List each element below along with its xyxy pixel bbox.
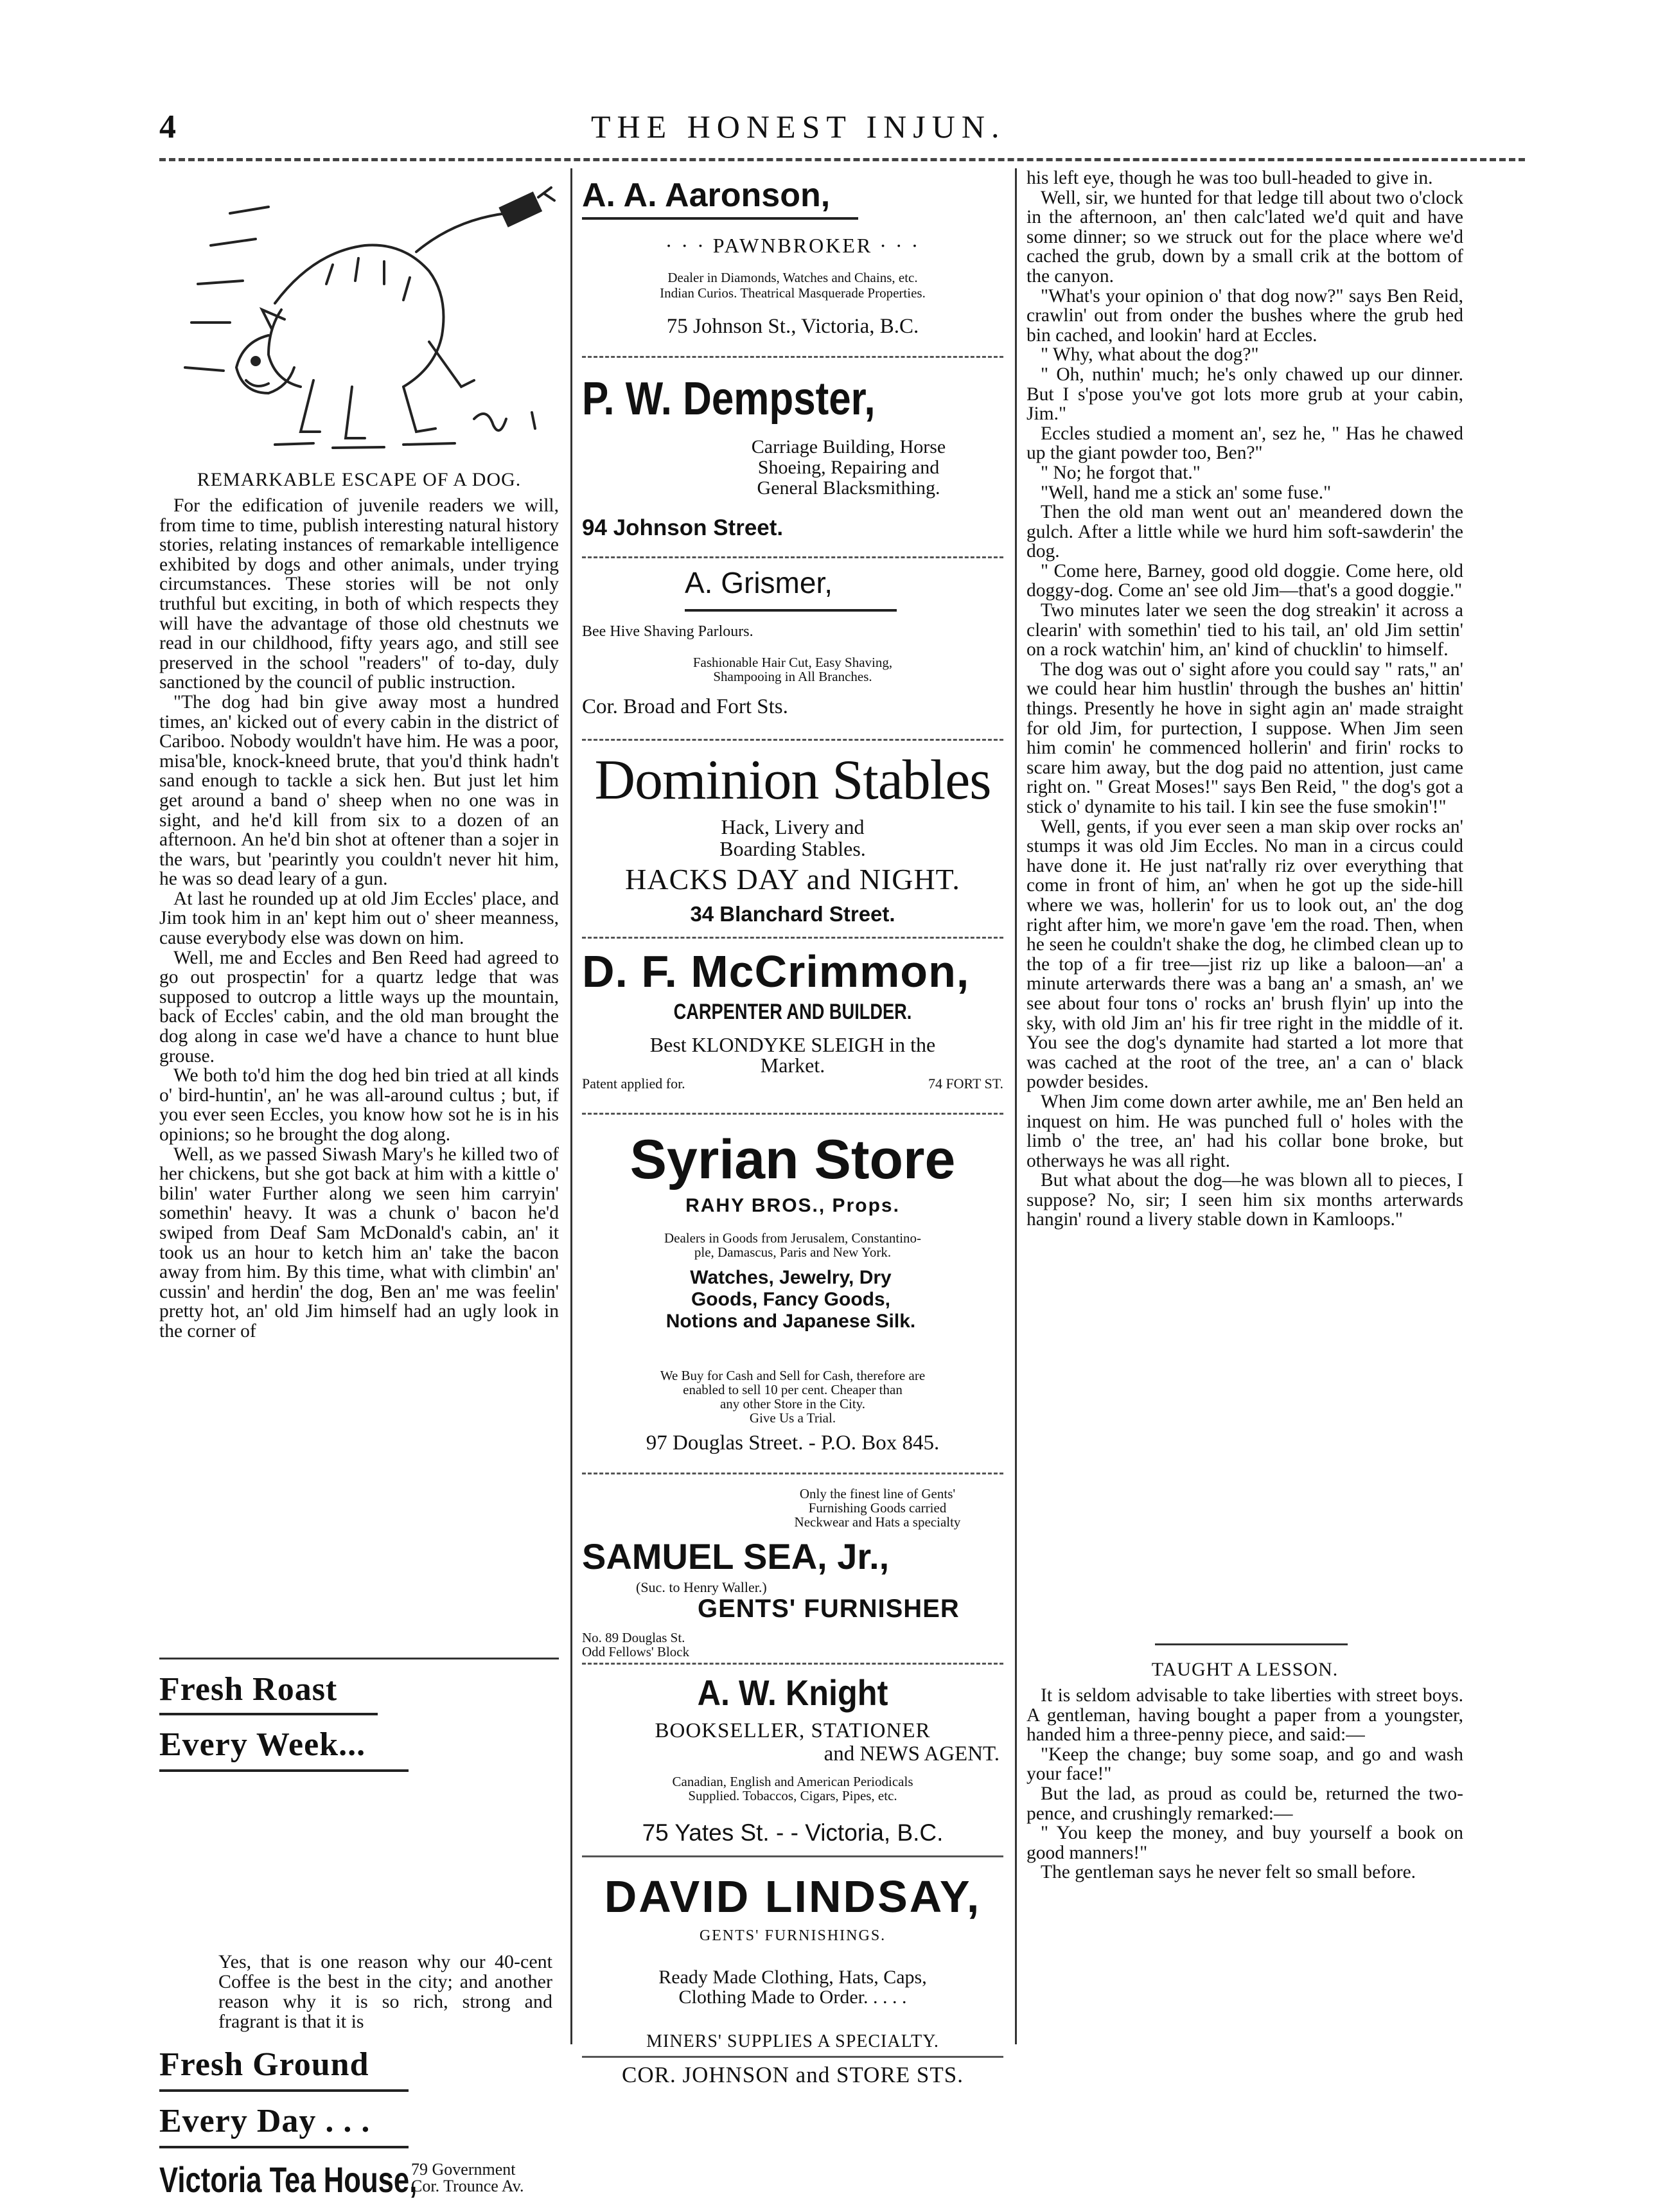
story-paragraph: It is seldom advisable to take liberties with street boys. A gentleman, having bought a paper from a youngster, handed him a three-penny piece, and said:— — [1026, 1685, 1463, 1746]
ad-line: We Buy for Cash and Sell for Cash, therefore are — [660, 1368, 926, 1383]
story-paragraph: " Why, what about the dog?" — [1041, 344, 1259, 366]
ad-stables-address: 34 Blanchard Street. — [690, 902, 895, 926]
dog-with-dynamite-illustration — [172, 175, 558, 457]
story-paragraph: " Oh, nuthin' much; he's only chawed up our dinner. But I s'pose you've got lots more grub at your cabin, Jim." — [1026, 364, 1463, 425]
ad-knight-trade: BOOKSELLER, STATIONER — [655, 1719, 931, 1742]
story-paragraph: Well, me and Eccles and Ben Reed had agreed to go out prospectin' for a quartz ledge that was supposed to outcrop a little ways up the mountain, back of Eccles' cabin, and the old man brought the dog along in case we'd have a chance to hunt blue grouse. — [159, 947, 559, 1066]
ad-line: ple, Damascus, Paris and New York. — [694, 1244, 892, 1260]
ad-line: Odd Fellows' Block — [582, 1644, 690, 1659]
ad-stables-sub — [582, 816, 1003, 860]
ad-mccrimmon-note — [582, 1075, 1003, 1092]
page-number: 4 — [159, 109, 176, 145]
story-paragraph: "Keep the change; buy some soap, and go and wash your face!" — [1026, 1744, 1463, 1785]
column-divider-1 — [570, 168, 572, 2044]
ad-mccrimmon-name: D. F. McCrimmon, — [582, 946, 970, 996]
ad-dempster-address: 94 Johnson Street. — [582, 515, 784, 540]
tea-ad-line-4: Every Day . . . — [159, 2103, 371, 2139]
ad-mccrimmon-patent: Patent applied for. — [582, 1075, 685, 1092]
ad-sea-trade: GENTS' FURNISHER — [698, 1595, 960, 1623]
story-paragraph: At last he rounded up at old Jim Eccles' place, and Jim took him in an' kept him out o' sheer meanness, cause everybody else was down on him. — [159, 888, 559, 949]
ad-line: Give Us a Trial. — [749, 1410, 836, 1426]
ad-grismer-desc — [582, 655, 1003, 684]
ad-line: Dealer in Diamonds, Watches and Chains, etc. — [667, 270, 918, 285]
tea-house-address — [411, 2161, 524, 2195]
ad-line: Canadian, English and American Periodicals — [672, 1774, 913, 1789]
ad-line: Market. — [760, 1054, 825, 1077]
tea-ad-underline — [159, 1769, 409, 1772]
column-divider-2 — [1015, 168, 1017, 2044]
ad-line: No. 89 Douglas St. — [582, 1630, 685, 1645]
ad-line: Furnishing Goods carried — [808, 1500, 947, 1516]
ad-lindsay-trade: GENTS' FURNISHINGS. — [699, 1927, 886, 1944]
ad-aaronson-address: 75 Johnson St., Victoria, B.C. — [666, 315, 919, 338]
ad-line: any other Store in the City. — [719, 1396, 866, 1411]
story-paragraph: For the edification of juvenile readers we will, from time to time, publish interesting natural history stories, relating instances of remarkable intelligence exhibited by dogs and other animals, under trying circumstances. These stories will be not only truthful but exciting, in both of which respects they will have the advantage of those old chestnuts we read in our childhood, fifty years ago, and still see preserved in the school "readers" of to-day, duly sanctioned by the council of public instruction. — [159, 495, 559, 693]
ad-grismer-name: A. Grismer, — [685, 566, 833, 599]
ad-sea-address — [582, 1631, 689, 1659]
story-paragraph: But the lad, as proud as could be, returned the two-pence, and crushingly remarked:— — [1026, 1783, 1463, 1824]
ad-divider — [582, 739, 1003, 741]
story-paragraph: Eccles studied a moment an', sez he, " Has he chawed up the giant powder too, Ben?" — [1026, 423, 1463, 464]
story-paragraph: "The dog had bin give away most a hundred times, an' kicked out of every cabin in the district of Cariboo. Nobody wouldn't have him. He was a poor, misa'ble, knock-kneed brute, that you'd think hadn't sand enough to tackle a sick hen. But just let him get around a band o' sheep when no one was in sight, and he'd kill from six to a dozen of an afternoon. An he'd bin shot at oftener than a sojer in the wars, but 'pearintly you couldn't never hit him, he was so dead leary of a gun. — [159, 691, 559, 890]
story-paragraph: his left eye, though he was too bull-headed to give in. — [1026, 168, 1433, 188]
tea-ad-line-2: Every Week... — [159, 1726, 366, 1763]
story-title-taught-lesson: TAUGHT A LESSON. — [1151, 1659, 1339, 1680]
ad-divider — [582, 937, 1003, 939]
ad-line: Dealers in Goods from Jerusalem, Constantino- — [664, 1230, 922, 1246]
ad-lindsay-specialty: MINERS' SUPPLIES A SPECIALTY. — [646, 2031, 939, 2051]
tea-ad-line-3: Fresh Ground — [159, 2046, 369, 2083]
tea-ad-underline — [159, 2146, 409, 2148]
ad-divider — [582, 1473, 1003, 1474]
story-paragraph: When Jim come down arter awhile, me an' Ben held an inquest on him. He was punched full o' holes with the limb o' the tree, an' had his collar bone broke, but otherways he was all right. — [1026, 1091, 1463, 1171]
ad-sea-name: SAMUEL SEA, Jr., — [582, 1536, 890, 1577]
story-separator — [1155, 1643, 1348, 1645]
ad-line: Shoeing, Repairing and — [757, 457, 940, 478]
column-rule — [159, 1658, 559, 1659]
ad-aaronson-type: · · · PAWNBROKER · · · — [665, 234, 921, 257]
story-paragraph: "Well, hand me a stick an' some fuse." — [1041, 482, 1332, 503]
story-paragraph: But what about the dog—he was blown all to pieces, I suppose? No, sir; I seen him six months arterwards hangin' round a livery stable down in Kamloops." — [1026, 1170, 1463, 1230]
story-paragraph: Then the old man went out an' meandered down the gulch. After a little while we hurd him soft-sawderin' the dog. — [1026, 502, 1463, 562]
ad-syrian-desc — [582, 1231, 1003, 1259]
story-paragraph: Well, sir, we hunted for that ledge till about two o'clock in the afternoon, an' then calc'lated we'd quit and have some dinner; so we struck out for the place where we'd cached the grub, down by a small crik at the bottom of the canyon. — [1026, 187, 1463, 287]
ad-line: Fashionable Hair Cut, Easy Shaving, — [692, 655, 893, 670]
ad-lindsay-address: COR. JOHNSON and STORE STS. — [622, 2062, 964, 2087]
ad-line: Neckwear and Hats a specialty — [794, 1514, 961, 1530]
ad-dempster-name: P. W. Dempster, — [582, 373, 876, 425]
ad-mccrimmon-trade: CARPENTER AND BUILDER. — [673, 1000, 912, 1024]
ad-knight-address: 75 Yates St. - - Victoria, B.C. — [642, 1819, 944, 1846]
ad-lindsay-desc — [582, 1967, 1003, 2007]
ad-line: enabled to sell 10 per cent. Cheaper than — [683, 1382, 903, 1397]
ad-line: Shampooing in All Branches. — [713, 669, 872, 684]
story-paragraph: " Come here, Barney, good old doggie. Come here, old doggy-dog. Come an' see old Jim—that's a good doggie." — [1026, 560, 1463, 601]
tea-house-address-line: Cor. Trounce Av. — [411, 2177, 524, 2195]
ad-underline-wavy — [685, 609, 897, 612]
ad-mccrimmon-address: 74 FORT ST. — [928, 1075, 1003, 1092]
ad-sea-successor: (Suc. to Henry Waller.) — [636, 1579, 767, 1595]
ad-line: Watches, Jewelry, Dry — [690, 1267, 892, 1288]
tea-ad-paragraph: Yes, that is one reason why our 40-cent Coffee is the best in the city; and another reason why it is so rich, strong and fragrant is that it is — [218, 1951, 552, 2032]
ad-knight-name: A. W. Knight — [697, 1672, 888, 1713]
ad-line: Carriage Building, Horse — [751, 436, 946, 457]
ad-underline — [582, 217, 858, 220]
masthead: THE HONEST INJUN. — [591, 109, 1006, 145]
ad-grismer-shop: Bee Hive Shaving Parlours. — [582, 623, 753, 640]
ad-divider — [582, 1113, 1003, 1115]
ad-aaronson-desc — [582, 270, 1003, 301]
story-paragraph: The dog was out o' sight afore you could say " rats," an' we could hear him hustlin' through the bushes an' hittin' things. Presently he hove in sight agin an' made straight for old Jim, for purtection, I suppose. When Jim seen him comin' he commenced hollerin' and firin' rocks to scare him away, but the dog paid no attention, just came right on. " Great Moses!" says Ben Reid, " the dog's got a stick o' dynamite to his tail. I kin see the fuse smokin'!" — [1026, 659, 1463, 817]
ad-knight-trade: and NEWS AGENT. — [824, 1742, 1000, 1765]
ad-divider — [582, 556, 1003, 558]
ad-knight-desc — [582, 1774, 1003, 1803]
story-paragraph: Well, gents, if you ever seen a man skip over rocks an' stumps it was old Jim Eccles. No man in a circus could have done it. He just nat'rally riz over everything that come in front of him, an' when he got up the side-hill where we was, hollerin' for us to look out, an' the dog right after him, we more'n gave 'em the road. Then, when he seen he couldn't shake the dog, he climbed clean up to the top of a fir tree—jist riz up like a baloon—an' a minute arterwards there was a bang an' a smash, an' we see about four tons o' rocks an' brush flyin' up into the sky, with old Jim an' his fir tree right in the middle of it. You see the dog's dynamite had started a lot more that was cached at the root of the tree, an' a can o' black powder besides. — [1026, 816, 1463, 1093]
ad-line: General Blacksmithing. — [757, 477, 940, 499]
ad-syrian-address: 97 Douglas Street. - P.O. Box 845. — [646, 1431, 940, 1455]
ad-divider — [582, 1663, 1003, 1665]
story-paragraph: Well, as we passed Siwash Mary's he killed two of her chickens, but she got back at him with a kittle o' bilin' water Further along we seen him carryin' somethin' heavy. It was a chunk o' bacon he'd swiped from Deaf Sam McDonald's cabin, an' it took us an hour to ketch him an' take the bacon away from him. By this time, what with climbin' an' cussin' and herdin' the dog, Ben an' me was feelin' pretty hot, an' old Jim himself had an ugly look in the corner of — [159, 1144, 559, 1341]
tea-ad-underline — [159, 2089, 409, 2092]
ad-divider — [582, 356, 1003, 358]
ad-line: Notions and Japanese Silk. — [665, 1311, 916, 1332]
story-title-dog-escape: REMARKABLE ESCAPE OF A DOG. — [197, 469, 522, 490]
ad-syrian-name: Syrian Store — [630, 1129, 956, 1190]
story-body-dog-escape-continued — [1026, 168, 1463, 1230]
ad-sea-intro — [755, 1487, 1000, 1529]
ad-mccrimmon-item — [582, 1034, 1003, 1075]
ad-dempster-desc — [698, 437, 1000, 499]
tea-house-name: Victoria Tea House, — [159, 2159, 418, 2200]
ad-line: Boarding Stables. — [719, 837, 866, 860]
story-body-taught-lesson — [1026, 1686, 1463, 1882]
story-body-dog-escape — [159, 496, 559, 1341]
ad-line: Goods, Fancy Goods, — [691, 1289, 891, 1310]
ad-line: Ready Made Clothing, Hats, Caps, — [658, 1967, 927, 1988]
tea-ad-line-1: Fresh Roast — [159, 1671, 338, 1708]
story-paragraph: " You keep the money, and buy yourself a book on good manners!" — [1026, 1823, 1463, 1863]
story-paragraph: We both to'd him the dog hed bin tried at all kinds o' bird-huntin', an' he was all-around cultus ; but, if you ever seen Eccles, you know how sot he is in his opinions; so he brought the dog along. — [159, 1065, 559, 1145]
story-paragraph: The gentleman says he never felt so small before. — [1041, 1862, 1416, 1883]
ad-stables-name: Dominion Stables — [594, 749, 991, 811]
ad-syrian-goods — [646, 1267, 935, 1332]
ad-stables-hours: HACKS DAY and NIGHT. — [625, 863, 960, 896]
ad-line: Supplied. Tobaccos, Cigars, Pipes, etc. — [688, 1788, 897, 1803]
tea-ad-underline — [159, 1713, 378, 1715]
story-paragraph: Two minutes later we seen the dog streakin' it across a clearin' with somethin' tied to his tail, an' old Jim settin' on a rock watchin' him, an' kind of chucklin' to himself. — [1026, 600, 1463, 660]
story-paragraph: " No; he forgot that." — [1041, 462, 1201, 483]
ad-syrian-props: RAHY BROS., Props. — [685, 1195, 900, 1216]
ad-aaronson-name: A. A. Aaronson, — [582, 177, 831, 214]
ad-divider — [582, 2056, 1003, 2058]
tea-house-address-line: 79 Government — [411, 2160, 516, 2179]
ad-line: Indian Curios. Theatrical Masquerade Properties. — [660, 285, 926, 301]
ad-lindsay-name: DAVID LINDSAY, — [604, 1871, 982, 1922]
ad-line: Hack, Livery and — [721, 815, 865, 838]
ad-syrian-terms — [582, 1368, 1003, 1425]
story-paragraph: "What's your opinion o' that dog now?" says Ben Reid, crawlin' out from onder the bushes where the grub hed bin cached, and lookin' hard at Eccles. — [1026, 285, 1463, 346]
ad-line: Best KLONDYKE SLEIGH in the — [649, 1033, 936, 1056]
ad-divider — [582, 1855, 1003, 1857]
ad-line: Only the finest line of Gents' — [799, 1486, 956, 1501]
ad-grismer-address: Cor. Broad and Fort Sts. — [582, 695, 788, 718]
header-rule — [159, 158, 1525, 161]
ad-line: Clothing Made to Order. . . . . — [678, 1986, 907, 2008]
